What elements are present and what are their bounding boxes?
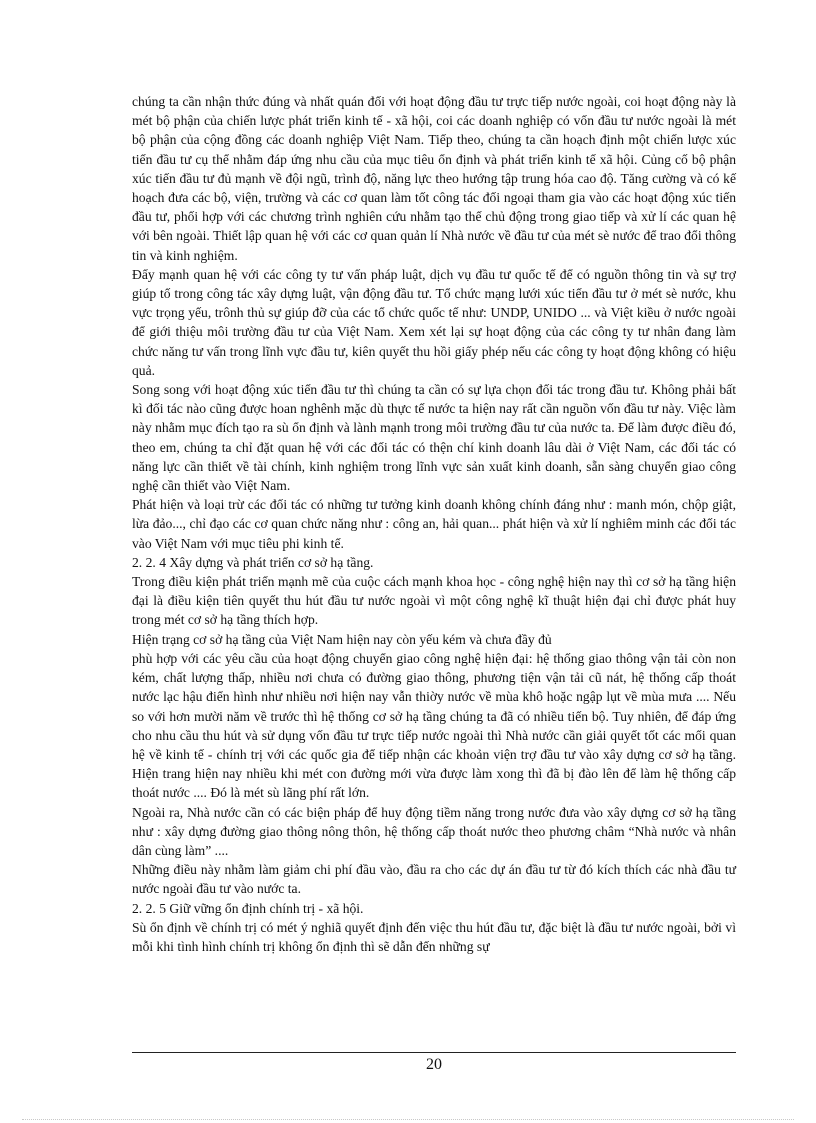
paragraph: Song song với hoạt động xúc tiến đầu tư thì chúng ta cần có sự lựa chọn đối tác trong đầu tư. Không phải bất kì đối tác nào cũng được hoan nghênh mặc dù thực tế nước ta hiện nay rất cần nguồn vốn đầu tư này. Việc làm này nhằm mục đích tạo ra sù ổn định và lành mạnh trong môi trường đầu tư của nước ta. Để làm được điều đó, theo em, chúng ta chỉ đặt quan hệ với các đối tác có thện chí kinh doanh lâu dài ở Việt Nam, các đối tác có năng lực cần thiết về tài chính, kinh nghiệm trong lĩnh vực sản xuất kinh doanh, sẵn sàng chuyển giao công nghệ cần thiết vào Việt Nam. xyxy=(132,382,736,494)
paragraph: chúng ta cần nhận thức đúng và nhất quán đối với hoạt động đầu tư trực tiếp nước ngoài, coi hoạt động này là mét bộ phận của chiến lược phát triển kinh tế - xã hội, coi các doanh nghiệp có vốn đầu tư nước ngoài là mét bộ phận của cộng đồng các doanh nghiệp Việt Nam. Tiếp theo, chúng ta cần hoạch định một chiến lược xúc tiến đầu tư cụ thể nhằm đáp ứng nhu cầu của mục tiêu ổn định và phát triển kinh tế xã hội. Củng cố bộ phận xúc tiến đầu tư đủ mạnh về đội ngũ, trình độ, năng lực theo hướng tập trung hóa cao độ. Tăng cường và có kế hoạch đưa các bộ, viện, trường và các cơ quan làm tốt công tác đối ngoại tham gia vào các hoạt động xúc tiến đầu tư, phối hợp với các chương trình nghiên cứu nhằm tạo thế chủ động trong giao tiếp và xử lí các quan hệ với bên ngoài. Thiết lập quan hệ với các cơ quan quản lí Nhà nước về đầu tư của mét sè nước để trao đổi thông tin và kinh nghiệm. xyxy=(132,94,736,263)
paragraph: Ngoài ra, Nhà nước cần có các biện pháp để huy động tiềm năng trong nước đưa vào xây dựng cơ sở hạ tầng như : xây dựng đường giao thông nông thôn, hệ thống cấp thoát nước theo phương châm “Nhà nước và nhân dân cùng làm” .... xyxy=(132,804,736,858)
body-text xyxy=(132,92,736,956)
paragraph: Những điều này nhằm làm giảm chi phí đầu vào, đầu ra cho các dự án đầu tư từ đó kích thích các nhà đầu tư nước ngoài đầu tư vào nước ta. xyxy=(132,862,736,897)
paragraph: Trong điều kiện phát triển mạnh mẽ của cuộc cách mạnh khoa học - công nghệ hiện nay thì cơ sở hạ tầng hiện đại là điều kiện tiên quyết thu hút đầu tư nước ngoài vì một công nghệ kĩ thuật hiện đại chỉ được phát huy trong mét cơ sở hạ tầng thích hợp. xyxy=(132,574,736,628)
paragraph: phù hợp với các yêu cầu của hoạt động chuyển giao công nghệ hiện đại: hệ thống giao thông vận tải còn non kém, chất lượng thấp, nhiều nơi chưa có đường giao thông, phương tiện vận tải cũ nát, hệ thống cấp thoát nước lạc hậu điển hình như nhiều nơi hiện nay vẫn thiờy nước về mùa khô hoặc ngập lụt về mùa mưa .... Nếu so với hơn mười năm về trước thì hệ thống cơ sở hạ tầng chúng ta đã có nhiều tiến bộ. Tuy nhiên, để đáp ứng cho nhu cầu thu hút và sử dụng vốn đầu tư trực tiếp nước ngoài thì Nhà nước cần giải quyết tốt các mối quan hệ về kinh tế - chính trị với các quốc gia để tiếp nhận các khoản viện trợ đầu tư vào xây dựng cơ sở hạ tầng. Hiện trang hiện nay nhiều khi mét con đường mới vừa được làm xong thì đã bị đào lên để làm hệ thống cấp thoát nước .... Đó là mét sù lãng phí rất lớn. xyxy=(132,650,736,801)
paragraph: Sù ổn định về chính trị có mét ý nghiã quyết định đến việc thu hút đầu tư, đặc biệt là đầu tư nước ngoài, bởi vì mỗi khi tình hình chính trị không ổn định thì sẽ dẫn đến những sự xyxy=(132,919,736,954)
paragraph: Hiện trạng cơ sở hạ tầng của Việt Nam hiện nay còn yếu kém và chưa đầy đủ xyxy=(132,631,552,647)
paragraph: Phát hiện và loại trừ các đối tác có những tư tưởng kinh doanh không chính đáng như : manh món, chộp giật, lừa đảo..., chỉ đạo các cơ quan chức năng như : công an, hải quan... phát hiện và xử lí nghiêm minh các đối tác vào Việt Nam với mục tiêu phi kinh tế. xyxy=(132,497,736,551)
page-number: 20 xyxy=(426,1056,442,1073)
footer-divider xyxy=(132,1052,736,1053)
section-heading: 2. 2. 4 Xây dựng và phát triển cơ sở hạ tầng. xyxy=(132,554,374,570)
paragraph: Đẩy mạnh quan hệ với các công ty tư vấn pháp luật, dịch vụ đầu tư quốc tế để có nguồn thông tin và sự trợ giúp tố trong công tác xây dựng luật, vận động đầu tư. Tổ chức mạng lưới xúc tiến đầu tư ở mét sè nước, khu vực trọng yếu, trônh thủ sự giúp đỡ của các tổ chức quốc tế như: UNDP, UNIDO ... và Việt kiều ở nước ngoài để giới thiệu môi trường đầu tư của Việt Nam. Xem xét lại sự hoạt động của các công ty tư nhân đang làm chức năng tư vấn trong lĩnh vực đầu tư, kiên quyết thu hồi giấy phép nếu các công ty hoạt động không có hiệu quả. xyxy=(132,266,736,378)
section-heading: 2. 2. 5 Giữ vững ổn định chính trị - xã hội. xyxy=(132,900,364,916)
page-bottom-edge xyxy=(22,1119,794,1120)
